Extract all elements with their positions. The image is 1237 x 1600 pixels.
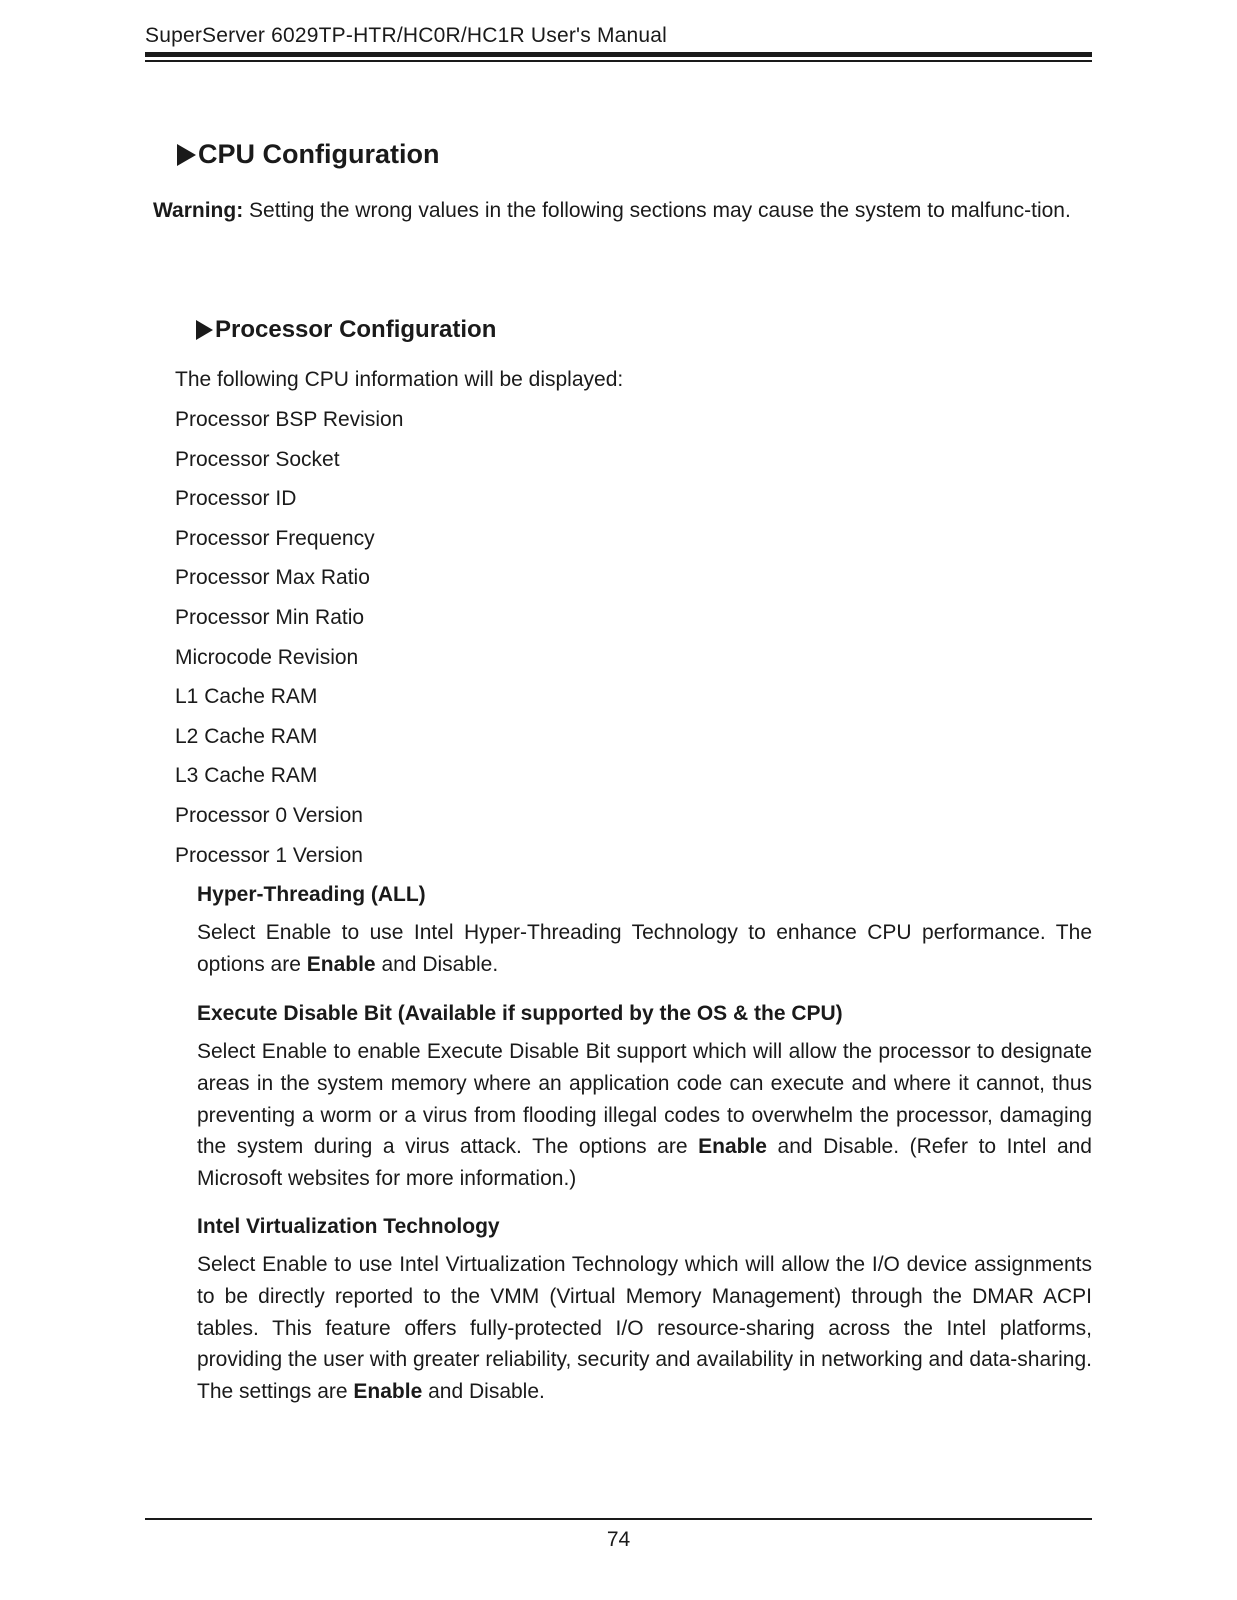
footer-rule: [145, 1518, 1092, 1520]
subsection-heading: [196, 316, 496, 344]
cpu-info-list: [175, 406, 403, 881]
page-number: 74: [606, 1528, 631, 1551]
section-heading: [177, 139, 439, 170]
description-text: Select Enable to use Intel Virtualization Technology which will allow the I/O device assignments to be directly reported to the VMM (Virtual Memory Management) through the DMAR ACPI tables. This feature offers fully-protected I/O resource-sharing across the Intel platforms, providing the user with greater reliability, security and availability in networking and data-sharing. The settings are: [197, 1253, 1092, 1404]
setting-description: [197, 917, 1092, 981]
setting-description: [197, 1249, 1092, 1408]
setting-title: Intel Virtualization Technology: [197, 1215, 500, 1238]
setting-description: [197, 1036, 1092, 1195]
info-intro: The following CPU information will be displayed:: [175, 368, 624, 391]
default-option: Enable: [353, 1380, 423, 1404]
list-item: Processor Socket: [175, 447, 340, 471]
warning-label: Warning:: [153, 199, 244, 222]
list-item: Processor Min Ratio: [175, 605, 365, 629]
header-rule: [145, 52, 1092, 57]
list-item: Processor Max Ratio: [175, 566, 370, 590]
setting-intel-virtualization: [197, 1213, 1092, 1408]
list-item: Processor Frequency: [175, 526, 375, 550]
default-option: Enable: [306, 952, 376, 976]
list-item: Processor 1 Version: [175, 843, 363, 867]
list-item: Processor 0 Version: [175, 803, 363, 827]
description-text: and Disable.: [375, 952, 499, 976]
subsection-title: Processor Configuration: [215, 316, 497, 343]
list-item: L1 Cache RAM: [175, 685, 318, 709]
setting-hyper-threading: [197, 881, 1092, 981]
list-item: Microcode Revision: [175, 645, 359, 669]
triangle-bullet-icon: [177, 144, 196, 166]
default-option: Enable: [698, 1135, 767, 1159]
list-item: L2 Cache RAM: [175, 724, 318, 748]
description-text: and Disable. (Refer to Intel and Microsoft websites for more information.): [197, 1135, 1092, 1191]
list-item: Processor ID: [175, 487, 297, 511]
running-header: SuperServer 6029TP-HTR/HC0R/HC1R User's Manual: [145, 24, 668, 47]
description-text: Select Enable to enable Execute Disable Bit support which will allow the processor to designate areas in the system memory where an application code can execute and where it cannot, thus preventing a worm or a virus from flooding illegal codes to overwhelm the processor, damaging the system during a virus attack. The options are: [197, 1040, 1092, 1159]
setting-title: Execute Disable Bit (Available if supported by the OS & the CPU): [197, 1002, 843, 1025]
setting-title: Hyper-Threading (ALL): [197, 883, 426, 906]
warning-paragraph: [153, 195, 1093, 227]
section-title: CPU Configuration: [198, 139, 440, 169]
description-text: Select Enable to use Intel Hyper-Threading Technology to enhance CPU performance. The options are: [197, 921, 1092, 976]
setting-execute-disable-bit: [197, 1000, 1092, 1195]
warning-text: Setting the wrong values in the following sections may cause the system to malfunc-tion.: [243, 199, 1071, 222]
list-item: L3 Cache RAM: [175, 764, 318, 788]
list-item: Processor BSP Revision: [175, 408, 404, 431]
description-text: and Disable.: [422, 1380, 545, 1404]
triangle-bullet-icon: [196, 320, 213, 340]
header-rule-thin: [145, 60, 1092, 62]
